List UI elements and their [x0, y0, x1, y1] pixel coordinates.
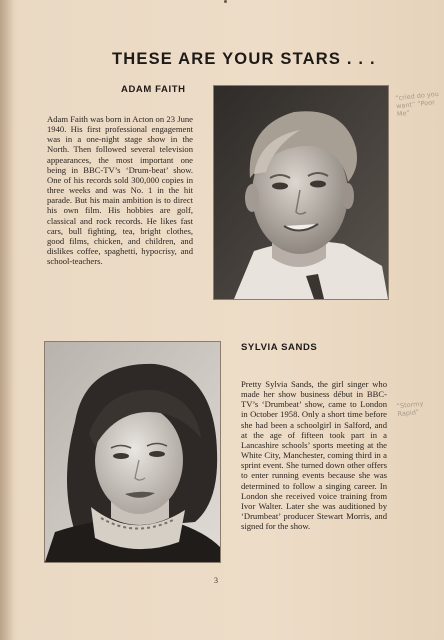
page-number: 3: [214, 576, 218, 585]
star-bio-adam-faith: Adam Faith was born in Acton on 23 June 1940. His first professional engagement was in a one-night stage show in the North. Then followed several television appearances, the most important one being in BBC-TV’s ‘Drum-beat’ show. One of his records sold 300,000 copies in three weeks and was No. 1 in the hit parade. But his main ambition is to direct his own film. His hobbies are golf, classical and rock records. He likes fast cars, bull fighting, tea, bright clothes, good films, chicken, and children, and dislikes coffee, spaghetti, hypocrisy, and school-teachers.: [47, 114, 193, 267]
sylvia-sands-portrait-photo: [44, 341, 221, 563]
star-name-sylvia-sands: SYLVIA SANDS: [241, 342, 318, 353]
adam-faith-portrait-photo: [213, 85, 389, 300]
star-name-adam-faith: ADAM FAITH: [121, 84, 186, 95]
handwritten-margin-note: “Stormy Rapid”: [396, 399, 424, 419]
page-headline: THESE ARE YOUR STARS . . .: [112, 50, 376, 68]
binding-shadow: [0, 0, 14, 640]
print-mark: [224, 0, 227, 3]
star-bio-sylvia-sands: Pretty Sylvia Sands, the girl singer who made her show business début in BBC-TV’s ‘Drumbeat’ show, came to London in October 1958. Only a short time before she had been a schoolgirl in Salford, and at the age of fifteen took part in a Lancashire schools’ sports meeting at the White City, Manchester, coming third in a sprint event. She turned down other offers to enter running events because she was determined to follow a singing career. In London she received voice training from Ivor Walter. Later she was auditioned by ‘Drumbeat’ producer Stewart Morris, and signed for the show.: [241, 379, 387, 532]
handwritten-margin-note: “cried do you want” “Poor Me”: [394, 89, 440, 119]
